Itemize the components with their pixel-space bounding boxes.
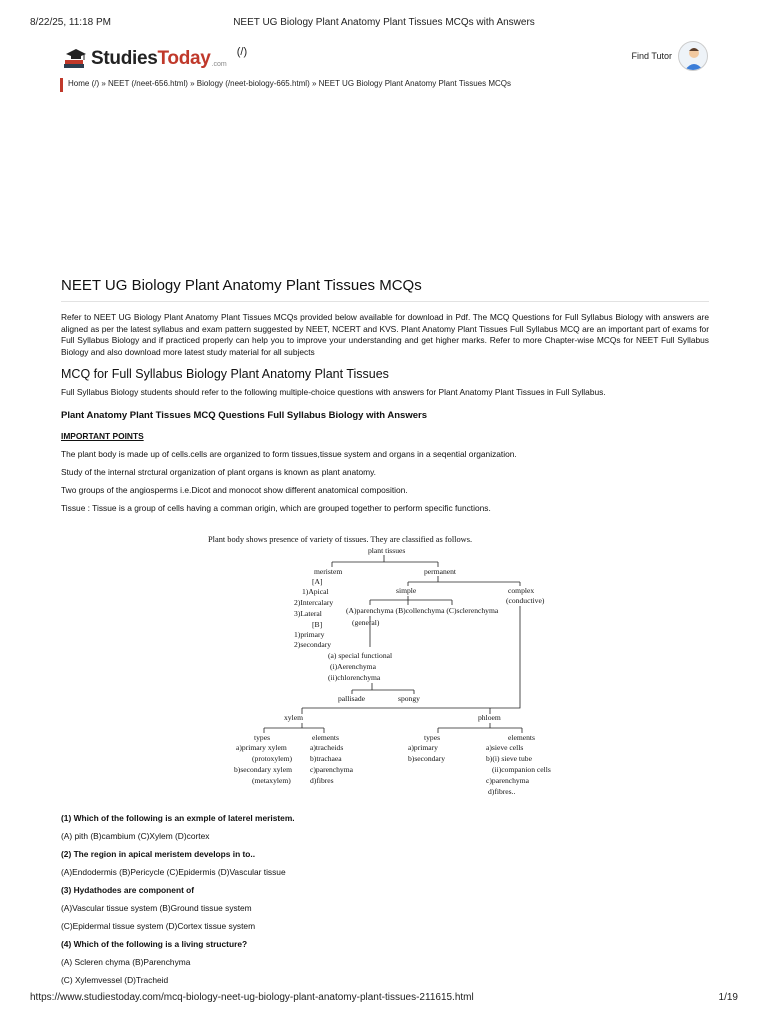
print-page-number: 1/19 bbox=[718, 992, 738, 1003]
sub-intro: Full Syllabus Biology students should refer to the following multiple-choice questions with answers for Plant Anatomy Plant Tissues in Full Syllabus. bbox=[61, 387, 606, 397]
phloem-element-4: c)parenchyma bbox=[486, 776, 530, 785]
node-conductive: (conductive) bbox=[506, 596, 545, 605]
node-xylem: xylem bbox=[284, 713, 303, 722]
xylem-element-4: d)fibres bbox=[310, 776, 334, 785]
diagram-caption: Plant body shows presence of variety of tissues. They are classified as follows. bbox=[208, 535, 473, 544]
meristem-a: [A] bbox=[312, 577, 323, 586]
node-phloem: phloem bbox=[478, 713, 501, 722]
xylem-element-1: a)tracheids bbox=[310, 743, 344, 752]
xylem-type-1b: (protoxylem) bbox=[252, 754, 293, 763]
logo-com: .com bbox=[211, 61, 227, 68]
xylem-type-2b: (metaxylem) bbox=[252, 776, 291, 785]
xylem-type-2: b)secondary xylem bbox=[234, 765, 292, 774]
print-header bbox=[30, 17, 738, 31]
point-1: The plant body is made up of cells.cells are organized to form tissues,tissue system and organs in a seqential organization. bbox=[61, 449, 517, 459]
xylem-type-1: a)primary xylem bbox=[236, 743, 287, 752]
spongy: spongy bbox=[398, 694, 420, 703]
important-label: IMPORTANT POINTS bbox=[61, 431, 144, 441]
phloem-element-1: a)sieve cells bbox=[486, 743, 524, 752]
aerenchyma: (i)Aerenchyma bbox=[330, 662, 376, 671]
section-subtitle: MCQ for Full Syllabus Biology Plant Anatomy Plant Tissues bbox=[61, 367, 389, 381]
print-datetime: 8/22/25, 11:18 PM bbox=[30, 17, 111, 28]
phloem-type-2: b)secondary bbox=[408, 754, 446, 763]
breadcrumb[interactable]: Home (/) » NEET (/neet-656.html) » Biology (/neet-biology-665.html) » NEET UG Biology Plant Anatomy Plant Tissues MCQs bbox=[60, 78, 511, 92]
answers-3a: (A)Vascular tissue system (B)Ground tissue system bbox=[61, 903, 252, 913]
find-tutor[interactable] bbox=[631, 41, 708, 71]
phloem-types-label: types bbox=[424, 733, 441, 742]
node-complex: complex bbox=[508, 586, 535, 595]
answers-4b: (C) Xylemvessel (D)Tracheid bbox=[61, 975, 169, 985]
question-2: (2) The region in apical meristem develops in to.. bbox=[61, 849, 256, 859]
node-plant-tissues: plant tissues bbox=[368, 546, 406, 555]
point-3: Two groups of the angiosperms i.e.Dicot and monocot show different anatomical composition. bbox=[61, 485, 408, 495]
tutor-avatar-icon[interactable] bbox=[678, 41, 708, 71]
point-4: Tissue : Tissue is a group of cells having a comman origin, which are grouped together to perform specific functions. bbox=[61, 503, 491, 513]
point-2: Study of the internal strctural organization of plant organs is known as plant anatomy. bbox=[61, 467, 377, 477]
phloem-element-3: (ii)companion cells bbox=[492, 765, 551, 774]
print-title: NEET UG Biology Plant Anatomy Plant Tissues MCQs with Answers bbox=[233, 17, 535, 28]
meristem-b: [B] bbox=[312, 620, 323, 629]
xylem-types-label: types bbox=[254, 733, 271, 742]
section-title: Plant Anatomy Plant Tissues MCQ Questions Full Syllabus Biology with Answers bbox=[61, 410, 427, 421]
xylem-element-2: b)trachaea bbox=[310, 754, 342, 763]
phloem-element-2: b)(i) sieve tube bbox=[486, 754, 532, 763]
article-content bbox=[61, 276, 709, 514]
question-1: (1) Which of the following is an exmple of laterel meristem. bbox=[61, 813, 295, 823]
node-meristem: meristem bbox=[314, 567, 343, 576]
answers-4a: (A) Scleren chyma (B)Parenchyma bbox=[61, 957, 191, 967]
phloem-element-5: d)fibres.. bbox=[488, 787, 516, 796]
meristem-lateral: 3)Lateral bbox=[294, 609, 322, 618]
phloem-type-1: a)primary bbox=[408, 743, 438, 752]
question-3: (3) Hydathodes are component of bbox=[61, 885, 195, 895]
site-logo[interactable] bbox=[62, 44, 247, 70]
node-simple: simple bbox=[396, 586, 417, 595]
logo-link[interactable]: (/) bbox=[236, 46, 248, 58]
print-url: https://www.studiestoday.com/mcq-biology-neet-ug-biology-plant-anatomy-plant-tissues-211615.html bbox=[30, 992, 474, 1003]
title-divider bbox=[61, 301, 709, 302]
simple-types: (A)parenchyma (B)collenchyma (C)sclerenchyma bbox=[346, 606, 499, 615]
find-tutor-label[interactable]: Find Tutor bbox=[631, 51, 672, 61]
answers-3b: (C)Epidermal tissue system (D)Cortex tissue system bbox=[61, 921, 256, 931]
answers-2: (A)Endodermis (B)Pericycle (C)Epidermis (D)Vascular tissue bbox=[61, 867, 286, 877]
special-functional: (a) special functional bbox=[328, 651, 393, 660]
meristem-apical: 1)Apical bbox=[302, 587, 329, 596]
meristem-primary: 1)primary bbox=[294, 630, 325, 639]
questions-list bbox=[61, 806, 709, 986]
meristem-intercalary: 2)Intercalary bbox=[294, 598, 334, 607]
question-4: (4) Which of the following is a living structure? bbox=[61, 939, 248, 949]
xylem-element-3: c)parenchyma bbox=[310, 765, 354, 774]
phloem-elements-label: elements bbox=[508, 733, 535, 742]
graduation-books-icon bbox=[62, 46, 88, 70]
intro-paragraph: Refer to NEET UG Biology Plant Anatomy Plant Tissues MCQs provided below available for download in Pdf. The MCQ Questions for Full Syllabus Biology with answers are aligned as per the latest syllabus and exam pattern suggested by NEET, NCERT and KVS. Plant Anatomy Plant Tissues Full Syllabus MCQ are an important part of exams for Full Syllabus Biology and if practiced properly can help you to improve your understanding and get higher marks. Refer to more Chapter-wise MCQs for NEET Full Syllabus Biology and also download more latest study material for all subjects bbox=[61, 312, 709, 357]
plant-tissues-diagram bbox=[202, 530, 568, 802]
simple-general: (general) bbox=[352, 618, 380, 627]
meristem-secondary: 2)secondary bbox=[294, 640, 332, 649]
node-permanent: permanent bbox=[424, 567, 457, 576]
pallisade: pallisade bbox=[338, 694, 365, 703]
chlorenchyma: (ii)chlorenchyma bbox=[328, 673, 381, 682]
page-title: NEET UG Biology Plant Anatomy Plant Tissues MCQs bbox=[61, 277, 422, 294]
print-footer bbox=[30, 992, 738, 1006]
answers-1: (A) pith (B)cambium (C)Xylem (D)cortex bbox=[61, 831, 210, 841]
logo-text: StudiesToday bbox=[91, 48, 211, 69]
xylem-elements-label: elements bbox=[312, 733, 339, 742]
